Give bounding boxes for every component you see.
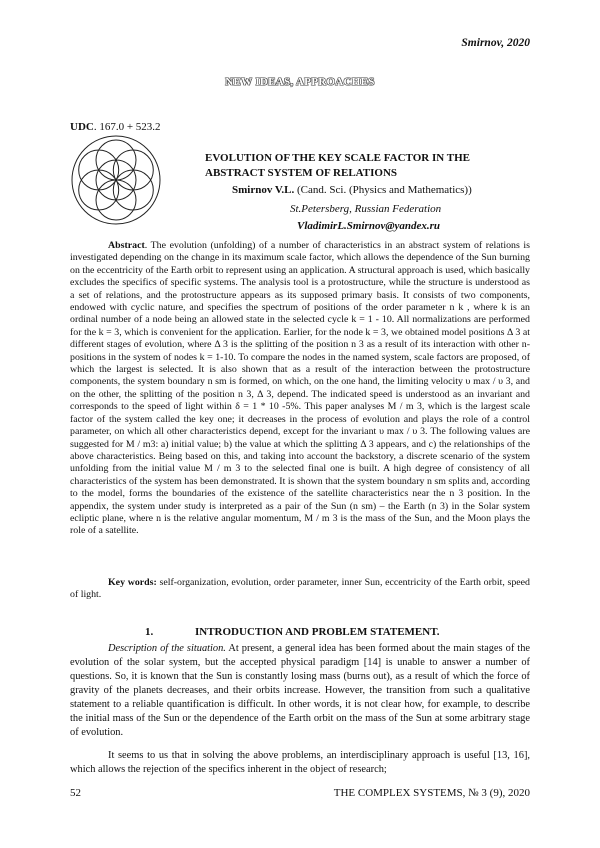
running-header-author: Smirnov, 2020 [461,37,530,49]
section-rubric: NEW IDEAS, APPROACHES [225,76,375,88]
interlocking-circles-logo [70,134,162,226]
abstract-text: . The evolution (unfolding) of a number of characteristics in an abstract system of relations is investigated depending on the change in its maximum scale factor, which allows the dependence of the Sun burning on the eccentricity of the Earth orbit to represent using an application. A structural approach is used, which basically excludes the specifics of specific systems. The analysis tool is a protostructure, while the structure is understood as a set of relations, and the protostructure appears as its supposed primary basis. It consists of two components, endowed with cyclic nature, and specifies the spectrum of positions of the order parameter n k , where k is an ordinal number of a node being an allowed state in the selected cycle k = 1 - 10. All normalizations are performed for the k = 3, which is convenient for the application. Earlier, for the node k = 3, we obtained model positions Δ 3 at different stages of evolution, where Δ 3 is the splitting of the position n 3 as a result of its interaction with other n-positions in the system of nodes k = 1-10. To compare the nodes in the named system, scale factors are proposed, of which the largest is selected. It is also shown that as a result of the interaction between the protostructure components, the system boundary n sm is formed, on which, on the one hand, the limiting velocity υ max / υ 3, and on the other, the splitting of the position n 3, Δ 3, depend. The indicated speed is understood as an invariant and corresponds to the speed of light within δ = 1 * 10 -5%. This paper analyses M / m 3, which is the largest scale factor of the system called the key one; it decreases in the process of evolution and plays the role of a control parameter, on which all other characteristics depend, except for the invariant υ max / υ 3. The following values are suggested for M / m3: a) initial value; b) the value at which the splitting Δ 3 appears, and c) the relationships of the above characteristics. Being based on this, and taking into account the backstory, a discrete scenario of the system unfolding from the initial value M / m 3 to the selected final one is built. A high degree of consistency of all characteristics of the system has been demonstrated. It is shown that the system boundary n sm splits and, according to the model, forms the boundaries of the existence of the satellite characteristics near the n 3 position. In the appendix, the system under study is interpreted as a pair of the Sun (n sm) – the Earth (n 3) in the Solar system ecliptic plane, where n is the relative angular momentum, M / m 3 is the mass of the Sun, and the Moon plays the role of a satellite. [70,240,530,537]
author-degree: (Cand. Sci. (Physics and Mathematics)) [294,184,472,196]
abstract-paragraph [70,240,530,538]
section-number: 1. [145,626,154,638]
intro-paragraph-1 [70,642,530,740]
author-line [232,184,472,196]
udc-label: UDC [70,121,94,133]
section-title: INTRODUCTION AND PROBLEM STATEMENT. [195,626,440,638]
page-number: 52 [70,787,81,799]
author-email: VladimirL.Smirnov@yandex.ru [297,220,441,232]
abstract-lead: Abstract [108,240,145,251]
author-location: St.Petersberg, Russian Federation [290,203,442,215]
keywords-paragraph [70,577,530,602]
intro-paragraph-1-lead: Description of the situation. [108,643,226,654]
intro-paragraph-2: It seems to us that in solving the above problems, an interdisciplinary approach is useful [13, 16], which allows the rejection of the specifics inherent in the object of research; [70,750,530,775]
article-title: EVOLUTION OF THE KEY SCALE FACTOR IN THE ABSTRACT SYSTEM OF RELATIONS [205,152,470,179]
udc-line [70,121,161,133]
journal-footer: THE COMPLEX SYSTEMS, № 3 (9), 2020 [333,787,530,799]
keywords-text: self-organization, evolution, order parameter, inner Sun, eccentricity of the Earth orbit, speed of light. [70,577,530,601]
section-heading [145,626,439,638]
author-name: Smirnov V.L. [232,184,295,196]
intro-paragraph-1-text: At present, a general idea has been formed about the main stages of the evolution of the solar system, but the accepted physical paradigm [14] is unable to answer a number of questions. So, it is known that the Sun is constantly losing mass (burns out), as a result of which the force of gravity of the planets decreases, and their orbits increase. However, the transition from such a qualitative statement to a reliable quantification is difficult. In other words, it is not clear how, for example, to describe the initial mass of the Sun or the dependence of the Earth orbit on the mass of the Sun at some arbitrary stage of evolution. [70,643,530,738]
udc-value: . 167.0 + 523.2 [93,121,161,133]
keywords-lead: Key words: [108,577,157,588]
